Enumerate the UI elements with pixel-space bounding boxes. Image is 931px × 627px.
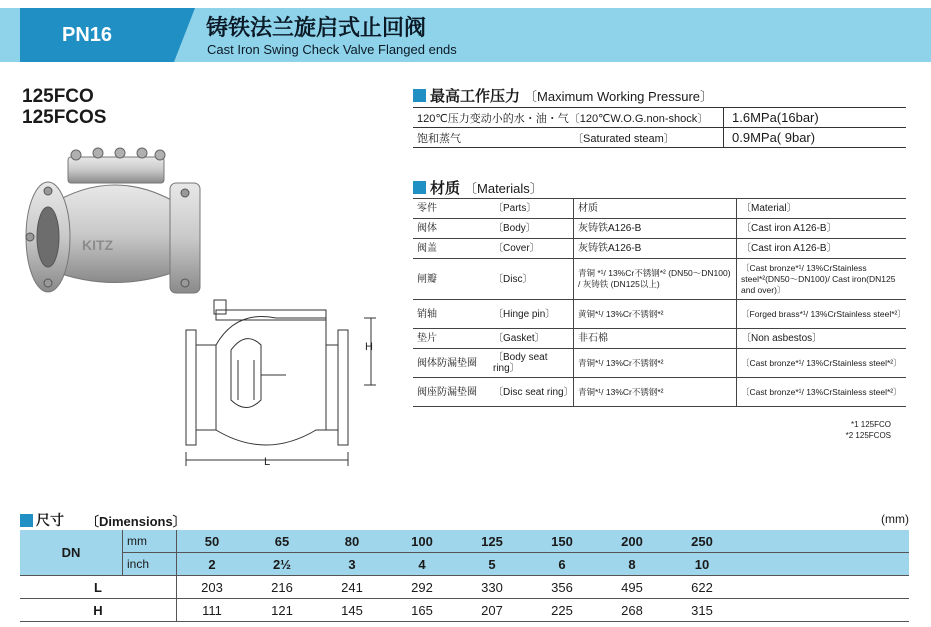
model-name: 125FCO — [22, 86, 94, 107]
material-en: 〔Cast bronze*¹/ 13%CrStainless steel*²〕 — [737, 349, 907, 378]
column-header: 〔Parts〕 — [489, 199, 574, 219]
dn-mm-value: 150 — [527, 530, 597, 553]
l-value: 203 — [177, 576, 248, 599]
table-row — [413, 239, 906, 259]
table-row — [20, 599, 909, 622]
part-en: 〔Body seat ring〕 — [489, 349, 574, 378]
footnote: *1 125FCO — [850, 420, 891, 429]
table-row — [413, 219, 906, 239]
dimensions-heading-en: 〔Dimensions〕 — [86, 513, 186, 529]
h-value: 145 — [317, 599, 387, 622]
materials-heading — [413, 177, 543, 198]
dn-mm-value: 125 — [457, 530, 527, 553]
dn-inch-value: 2 — [177, 553, 248, 576]
material-en: 〔Cast bronze*¹/ 13%CrStainless steel*²(DN50～DN100)/ Cast iron(DN125 and over)〕 — [737, 259, 907, 300]
part-en: 〔Gasket〕 — [489, 329, 574, 349]
unit-label: mm — [123, 530, 177, 553]
model-names — [22, 86, 106, 128]
table-row — [20, 576, 909, 599]
material-cn: 青铜 *¹/ 13%Cr不锈钢*² (DN50～DN100) / 灰铸铁 (DN125以上) — [574, 259, 737, 300]
material-cn: 灰铸铁A126-B — [574, 219, 737, 239]
h-value: 165 — [387, 599, 457, 622]
l-value: 216 — [247, 576, 317, 599]
l-value: 495 — [597, 576, 667, 599]
footnote: *2 125FCOS — [845, 431, 891, 440]
table-spacer — [737, 599, 909, 622]
pressure-value: 0.9MPa( 9bar) — [724, 128, 907, 148]
material-cn: 灰铸铁A126-B — [574, 239, 737, 259]
table-row — [413, 108, 906, 128]
table-spacer — [737, 553, 909, 576]
model-name: 125FCOS — [22, 107, 107, 128]
pressure-heading — [413, 85, 713, 106]
pressure-class: PN16 — [62, 24, 113, 46]
part-cn: 阀盖 — [413, 239, 489, 259]
l-value: 241 — [317, 576, 387, 599]
part-cn: 阀座防漏垫圈 — [413, 378, 489, 407]
h-value: 315 — [667, 599, 737, 622]
dimension-l-label: L — [264, 456, 271, 468]
table-row — [20, 553, 909, 576]
dn-inch-value: 5 — [457, 553, 527, 576]
table-row — [413, 128, 906, 148]
table-row — [413, 259, 906, 300]
dn-inch-value: 8 — [597, 553, 667, 576]
dn-mm-value: 80 — [317, 530, 387, 553]
dn-mm-value: 200 — [597, 530, 667, 553]
table-spacer — [737, 576, 909, 599]
material-cn: 黄铜*¹/ 13%Cr不锈钢*² — [574, 300, 737, 329]
h-value: 207 — [457, 599, 527, 622]
table-row — [413, 300, 906, 329]
part-en: 〔Body〕 — [489, 219, 574, 239]
column-header: 材质 — [574, 199, 737, 219]
pressure-label-cn: 饱和蒸气 — [417, 132, 461, 145]
part-cn: 闸瓣 — [413, 259, 489, 300]
l-value: 330 — [457, 576, 527, 599]
material-cn: 青铜*¹/ 13%Cr不锈钢*² — [574, 378, 737, 407]
dimensions-heading-cn: 尺寸 — [36, 513, 64, 529]
part-en: 〔Cover〕 — [489, 239, 574, 259]
part-en: 〔Disc seat ring〕 — [489, 378, 574, 407]
table-spacer — [737, 530, 909, 553]
section-marker — [20, 514, 33, 527]
valve-photo — [20, 145, 210, 305]
l-value: 622 — [667, 576, 737, 599]
pressure-label: 120℃压力变动小的水・油・气〔120℃W.O.G.non-shock〕 — [413, 108, 724, 128]
l-label: L — [20, 576, 177, 599]
dimension-h-label: H — [365, 341, 373, 353]
table-row — [20, 530, 909, 553]
unit-label: inch — [123, 553, 177, 576]
page-subtitle: Cast Iron Swing Check Valve Flanged ends — [207, 42, 457, 57]
valve-cross-section-drawing — [176, 290, 386, 475]
materials-heading-cn: 材质 — [430, 179, 461, 197]
pressure-table — [413, 107, 906, 148]
part-cn: 销轴 — [413, 300, 489, 329]
section-marker — [413, 89, 426, 102]
h-value: 121 — [247, 599, 317, 622]
dimensions-heading — [20, 510, 186, 530]
part-cn: 垫片 — [413, 329, 489, 349]
materials-heading-en: 〔Materials〕 — [464, 181, 543, 196]
part-cn: 阀体防漏垫圈 — [413, 349, 489, 378]
material-en: 〔Non asbestos〕 — [737, 329, 907, 349]
h-value: 268 — [597, 599, 667, 622]
table-row — [413, 349, 906, 378]
dn-mm-value: 250 — [667, 530, 737, 553]
pressure-heading-cn: 最高工作压力 — [430, 87, 521, 105]
page-title: 铸铁法兰旋启式止回阀 — [206, 16, 427, 41]
pressure-label-en: 〔Saturated steam〕 — [572, 132, 675, 145]
dn-inch-value: 6 — [527, 553, 597, 576]
h-label: H — [20, 599, 177, 622]
dn-inch-value: 3 — [317, 553, 387, 576]
pressure-label — [413, 128, 724, 148]
section-marker — [413, 181, 426, 194]
part-en: 〔Hinge pin〕 — [489, 300, 574, 329]
dn-inch-value: 4 — [387, 553, 457, 576]
dn-mm-value: 65 — [247, 530, 317, 553]
dn-label: DN — [20, 530, 123, 576]
table-row — [413, 329, 906, 349]
material-en: 〔Forged brass*¹/ 13%CrStainless steel*²〕 — [737, 300, 907, 329]
dn-mm-value: 100 — [387, 530, 457, 553]
dn-inch-value: 10 — [667, 553, 737, 576]
valve-logo: KITZ — [82, 237, 114, 253]
dimensions-unit: (mm) — [881, 512, 909, 526]
material-cn: 青铜*¹/ 13%Cr不锈钢*² — [574, 349, 737, 378]
part-cn: 阀体 — [413, 219, 489, 239]
l-value: 292 — [387, 576, 457, 599]
material-en: 〔Cast iron A126-B〕 — [737, 219, 907, 239]
h-value: 225 — [527, 599, 597, 622]
column-header: 〔Material〕 — [737, 199, 907, 219]
column-header: 零件 — [413, 199, 489, 219]
dimensions-table — [20, 530, 909, 622]
table-header-row — [413, 199, 906, 219]
part-en: 〔Disc〕 — [489, 259, 574, 300]
material-cn: 非石棉 — [574, 329, 737, 349]
h-value: 111 — [177, 599, 248, 622]
dn-mm-value: 50 — [177, 530, 248, 553]
dn-inch-value: 2½ — [247, 553, 317, 576]
material-en: 〔Cast iron A126-B〕 — [737, 239, 907, 259]
pressure-value: 1.6MPa(16bar) — [724, 108, 907, 128]
table-row — [413, 378, 906, 407]
materials-table — [413, 198, 906, 407]
pressure-heading-en: 〔Maximum Working Pressure〕 — [524, 89, 714, 104]
material-en: 〔Cast bronze*¹/ 13%CrStainless steel*²〕 — [737, 378, 907, 407]
l-value: 356 — [527, 576, 597, 599]
